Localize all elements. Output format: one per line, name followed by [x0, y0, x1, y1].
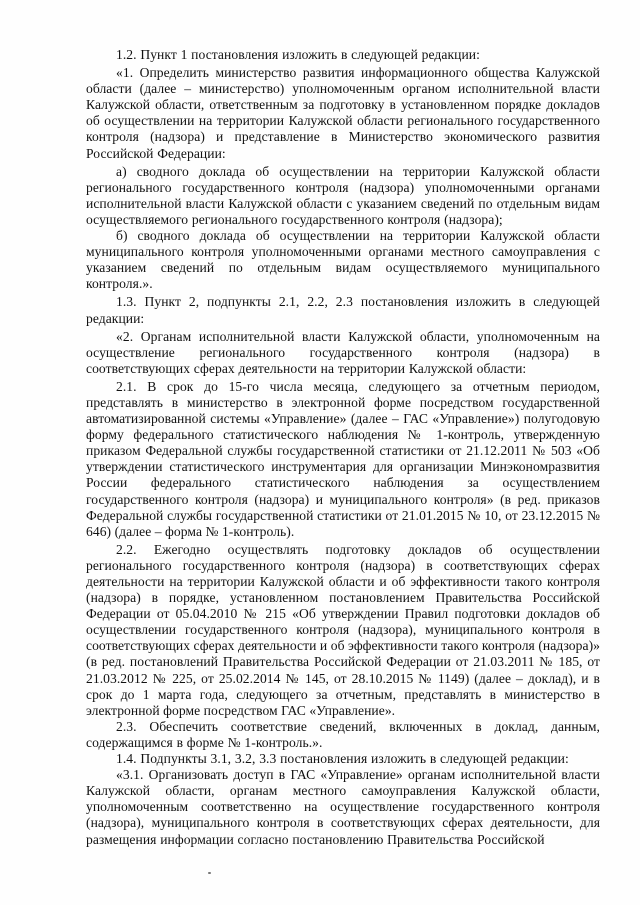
paragraph-1-3: 1.3. Пункт 2, подпункты 2.1, 2.2, 2.3 постановления изложить в следующей редакции: [86, 294, 600, 326]
paragraph-3-1: «3.1. Организовать доступ в ГАС «Управление» органам исполнительной власти Калужской области, органам местного самоуправления Калужской области, уполномоченным соответственно на осуществление государственного контроля (надзора), муниципального контроля в соответствующих сферах деятельности, для размещения информации согласно постановлению Правительства Российской [86, 767, 600, 847]
paragraph-2-3: 2.3. Обеспечить соответствие сведений, включенных в доклад, данным, содержащимся в форме № 1-контроль.». [86, 718, 600, 750]
paragraph-quote-1: «1. Определить министерство развития информационного общества Калужской области (далее – министерство) уполномоченным органом исполнительной власти Калужской области, ответственным за подготовку в установленном порядке докладов об осуществлении на территории Калужской области регионального государственного контроля (надзора) и представление в Министерство экономического развития Российской Федерации: [86, 65, 600, 161]
paragraph-item-a: а) сводного доклада об осуществлении на территории Калужской области регионального государственного контроля (надзора) уполномоченными органами исполнительной власти Калужской области с указанием сведений по отдельным видам осуществляемого регионального государственного контроля (надзора); [86, 163, 600, 227]
scan-speck [208, 872, 211, 874]
paragraph-quote-2: «2. Органам исполнительной власти Калужской области, уполномоченным на осуществление регионального государственного контроля (надзора) в соответствующих сферах деятельности на территории Калужской области: [86, 328, 600, 376]
paragraph-2-1: 2.1. В срок до 15-го числа месяца, следующего за отчетным периодом, представлять в министерство в электронной форме посредством государственной автоматизированной системы «Управление» (далее – ГАС «Управление») полугодовую форму федерального статистического наблюдения № 1-контроль, утвержденную приказом Федеральной службы государственной статистики от 21.12.2011 № 503 «Об утверждении статистического инструментария для организации Минэкономразвития России федерального статистического наблюдения за осуществлением государственного контроля (надзора) и муниципального контроля» (в ред. приказов Федеральной службы государственной статистики от 21.01.2015 № 10, от 23.12.2015 № 646) (далее – форма № 1-контроль). [86, 378, 600, 539]
paragraph-2-2: 2.2. Ежегодно осуществлять подготовку докладов об осуществлении регионального государственного контроля (надзора) в соответствующих сферах деятельности на территории Калужской области и об эффективности такого контроля (надзора) в порядке, установленном постановлением Правительства Российской Федерации от 05.04.2010 № 215 «Об утверждении Правил подготовки докладов об осуществлении государственного контроля (надзора), муниципального контроля в соответствующих сферах деятельности и об эффективности такого контроля (надзора)» (в ред. постановлений Правительства Российской Федерации от 21.03.2011 № 185, от 21.03.2012 № 225, от 25.02.2014 № 145, от 28.10.2015 № 1149) (далее – доклад), и в срок до 1 марта года, следующего за отчетным, представлять в министерство в электронной форме посредством ГАС «Управление». [86, 541, 600, 718]
paragraph-item-b: б) сводного доклада об осуществлении на территории Калужской области муниципального контроля уполномоченными органами местного самоуправления с указанием сведений по отдельным видам осуществляемого муниципального контроля.». [86, 228, 600, 292]
paragraph-1-2: 1.2. Пункт 1 постановления изложить в следующей редакции: [116, 47, 480, 62]
paragraph-1-4: 1.4. Подпункты 3.1, 3.2, 3.3 постановления изложить в следующей редакции: [116, 751, 569, 767]
